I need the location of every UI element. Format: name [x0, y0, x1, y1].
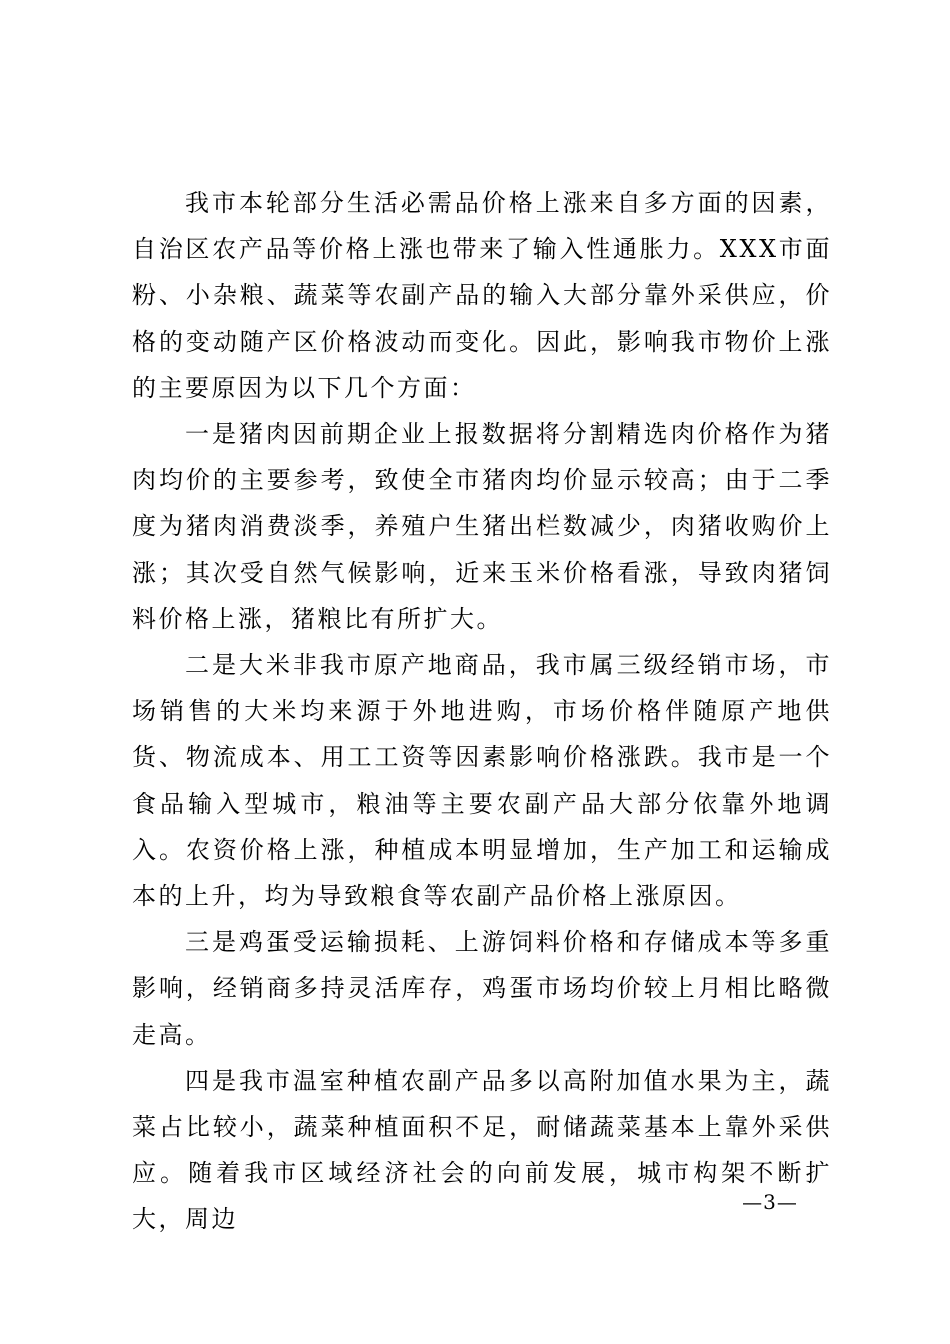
page-number: —3— [742, 1190, 798, 1214]
body-text [132, 180, 832, 1243]
paragraph-eggs: 三是鸡蛋受运输损耗、上游饲料价格和存储成本等多重影响，经销商多持灵活库存，鸡蛋市场均价较上月相比略微走高。 [132, 928, 832, 1049]
paragraph-rice: 二是大米非我市原产地商品，我市属三级经销市场，市场销售的大米均来源于外地进购，市场价格伴随原产地供货、物流成本、用工工资等因素影响价格涨跌。我市是一个食品输入型城市，粮油等主要农副产品大部分依靠外地调入。农资价格上涨，种植成本明显增加，生产加工和运输成本的上升，均为导致粮食等农副产品价格上涨原因。 [132, 651, 832, 911]
paragraph-vegetables: 四是我市温室种植农副产品多以高附加值水果为主，蔬菜占比较小，蔬菜种植面积不足，耐储蔬菜基本上靠外采供应。随着我市区域经济社会的向前发展，城市构架不断扩大，周边 [132, 1066, 832, 1234]
paragraph-pork: 一是猪肉因前期企业上报数据将分割精选肉价格作为猪肉均价的主要参考，致使全市猪肉均价显示较高；由于二季度为猪肉消费淡季，养殖户生猪出栏数减少，肉猪收购价上涨；其次受自然气候影响，近来玉米价格看涨，导致肉猪饲料价格上涨，猪粮比有所扩大。 [132, 420, 832, 633]
paragraph-intro: 我市本轮部分生活必需品价格上涨来自多方面的因素，自治区农产品等价格上涨也带来了输入性通胀力。XXX市面粉、小杂粮、蔬菜等农副产品的输入大部分靠外采供应，价格的变动随产区价格波动而变化。因此，影响我市物价上涨的主要原因为以下几个方面： [132, 189, 832, 402]
